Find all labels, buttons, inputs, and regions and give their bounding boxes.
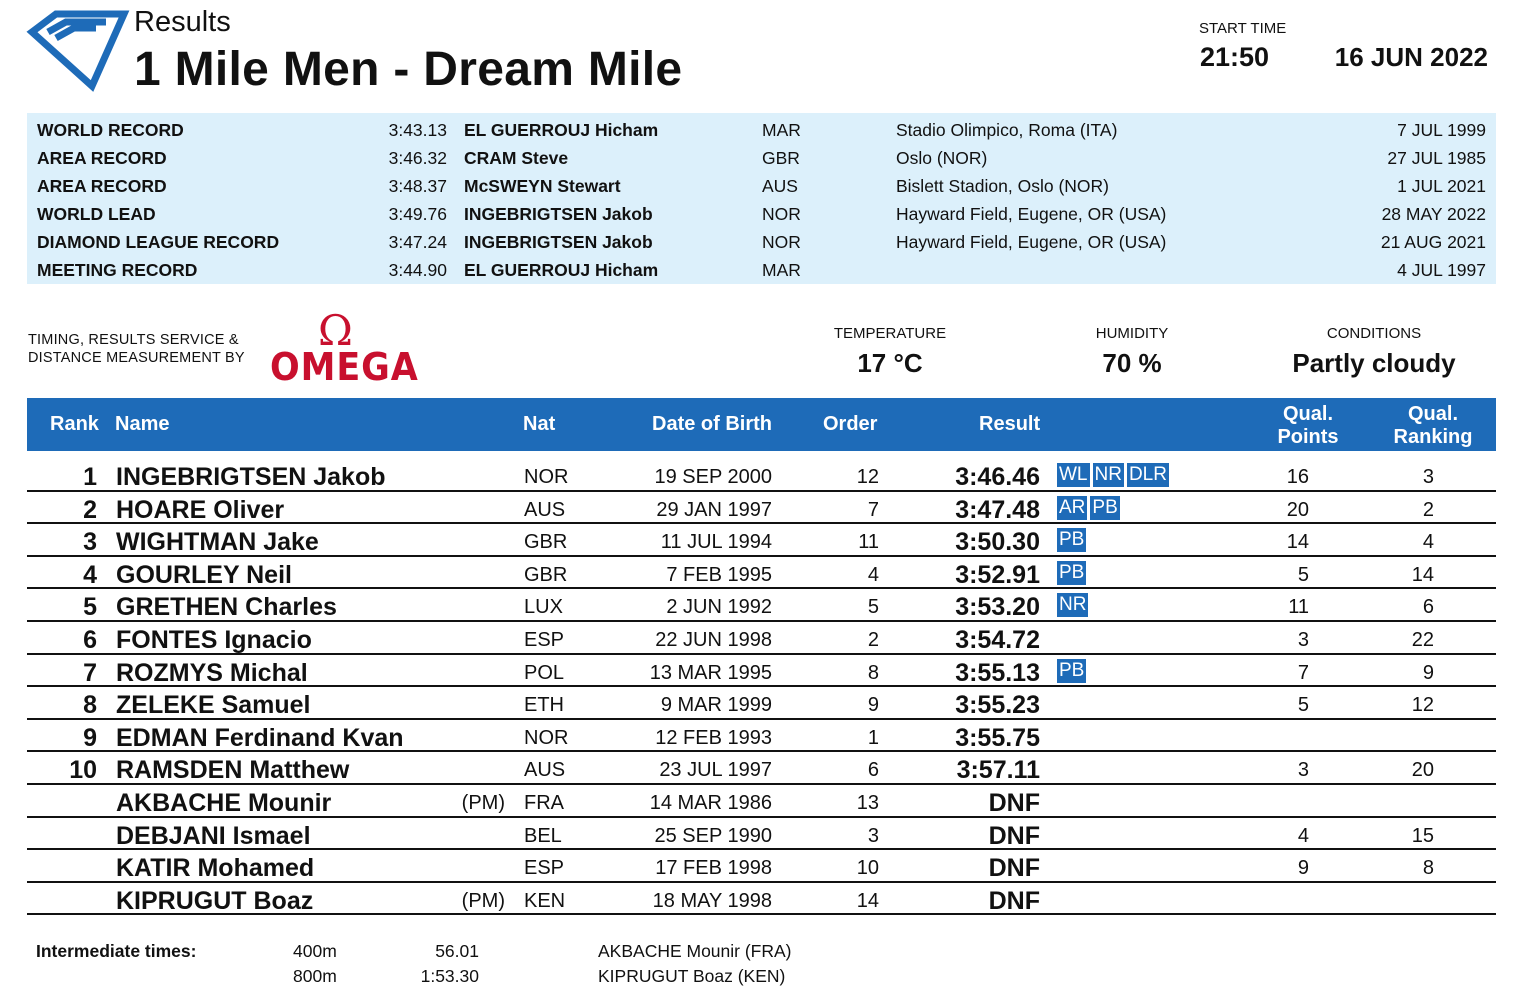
record-nat: NOR bbox=[762, 232, 801, 252]
row-rank: 8 bbox=[83, 691, 97, 720]
row-nat: ESP bbox=[524, 857, 565, 880]
row-dob: 14 MAR 1986 bbox=[649, 792, 772, 814]
row-rank: 9 bbox=[83, 723, 97, 752]
row-qual-ranking: 12 bbox=[1411, 694, 1434, 717]
record-nat: MAR bbox=[762, 260, 801, 280]
table-row bbox=[27, 459, 1496, 492]
results-label: Results bbox=[134, 6, 231, 38]
row-nat: GBR bbox=[524, 563, 568, 586]
record-date: 21 AUG 2021 bbox=[1380, 232, 1486, 252]
intermediate-row bbox=[0, 966, 1536, 991]
intermediate-times-label: Intermediate times: bbox=[36, 941, 197, 961]
row-rank: 1 bbox=[83, 463, 97, 491]
record-venue: Stadio Olimpico, Roma (ITA) bbox=[896, 120, 1118, 140]
omega-logo-icon: Ω bbox=[318, 306, 353, 355]
record-badge: NR bbox=[1094, 464, 1122, 485]
row-order: 11 bbox=[858, 531, 879, 554]
record-badge: PB bbox=[1059, 529, 1085, 551]
row-order: 7 bbox=[867, 498, 879, 521]
humidity-value: 70 % bbox=[1102, 348, 1162, 378]
record-row bbox=[27, 255, 1496, 283]
row-dob: 2 JUN 1992 bbox=[666, 596, 772, 619]
row-name: KIPRUGUT Boaz bbox=[116, 886, 314, 915]
row-dob: 29 JAN 1997 bbox=[656, 498, 772, 521]
row-result: DNF bbox=[988, 854, 1040, 883]
header-order: Order bbox=[823, 413, 878, 435]
row-name: EDMAN Ferdinand Kvan bbox=[116, 723, 404, 752]
table-row bbox=[27, 720, 1496, 753]
record-date: 7 JUL 1999 bbox=[1397, 120, 1486, 140]
event-date: 16 JUN 2022 bbox=[1334, 42, 1488, 72]
row-qual-ranking: 8 bbox=[1422, 857, 1434, 880]
row-result: DNF bbox=[988, 821, 1040, 850]
record-time: 3:44.90 bbox=[388, 260, 447, 280]
row-result: 3:54.72 bbox=[955, 626, 1040, 654]
timing-label-line1: TIMING, RESULTS SERVICE & bbox=[28, 332, 239, 348]
row-badges bbox=[1057, 528, 1089, 552]
record-holder: EL GUERROUJ Hicham bbox=[464, 260, 659, 280]
row-dob: 11 JUL 1994 bbox=[660, 531, 772, 554]
header-qual-points-line1: Qual. bbox=[1282, 403, 1333, 425]
row-dob: 18 MAY 1998 bbox=[652, 889, 772, 912]
table-row bbox=[27, 557, 1496, 590]
conditions-label: CONDITIONS bbox=[1326, 325, 1422, 342]
row-rank: 6 bbox=[83, 626, 97, 654]
row-dob: 19 SEP 2000 bbox=[654, 466, 772, 488]
row-order: 10 bbox=[856, 857, 879, 880]
row-name: FONTES Ignacio bbox=[116, 626, 312, 654]
row-qual-points: 9 bbox=[1297, 857, 1309, 880]
table-row bbox=[27, 622, 1496, 655]
row-result: 3:50.30 bbox=[955, 528, 1040, 557]
record-badge: DLR bbox=[1128, 464, 1167, 485]
start-time-label: START TIME bbox=[1199, 20, 1287, 37]
row-result: 3:53.20 bbox=[955, 593, 1040, 622]
row-order: 4 bbox=[867, 563, 879, 586]
record-badge: AR bbox=[1059, 496, 1086, 518]
row-order: 13 bbox=[856, 792, 879, 814]
table-row bbox=[27, 524, 1496, 557]
intermediate-time: 56.01 bbox=[435, 941, 479, 961]
row-qual-points: 16 bbox=[1286, 466, 1309, 488]
record-holder: EL GUERROUJ Hicham bbox=[464, 120, 659, 140]
row-badges bbox=[1057, 593, 1091, 617]
row-rank: 7 bbox=[83, 658, 97, 687]
row-name: KATIR Mohamed bbox=[116, 854, 315, 883]
record-type: DIAMOND LEAGUE RECORD bbox=[37, 232, 280, 252]
row-qual-points: 7 bbox=[1297, 661, 1309, 684]
row-qual-ranking: 14 bbox=[1411, 563, 1434, 586]
records-table bbox=[27, 113, 1496, 284]
row-rank: 4 bbox=[83, 560, 97, 589]
row-name: ROZMYS Michal bbox=[116, 658, 308, 687]
diamond-league-logo-icon bbox=[26, 8, 130, 92]
row-result: 3:55.23 bbox=[955, 691, 1040, 720]
row-badges bbox=[1057, 659, 1089, 683]
row-order: 6 bbox=[867, 759, 879, 782]
record-type: WORLD LEAD bbox=[37, 204, 156, 224]
row-nat: ESP bbox=[524, 629, 565, 651]
record-time: 3:43.13 bbox=[388, 120, 447, 140]
row-dob: 17 FEB 1998 bbox=[655, 857, 772, 880]
row-name: AKBACHE Mounir bbox=[116, 789, 332, 817]
row-rank: 5 bbox=[83, 593, 97, 622]
row-result: 3:55.75 bbox=[955, 723, 1040, 752]
row-qual-points: 5 bbox=[1297, 563, 1309, 586]
row-rank: 2 bbox=[83, 495, 97, 524]
row-pacemaker: (PM) bbox=[461, 792, 505, 814]
row-nat: LUX bbox=[524, 596, 563, 619]
row-order: 14 bbox=[856, 889, 879, 912]
header-dob: Date of Birth bbox=[652, 413, 772, 435]
intermediate-row bbox=[0, 941, 1536, 966]
conditions-value: Partly cloudy bbox=[1292, 348, 1456, 378]
table-row bbox=[27, 589, 1496, 622]
row-order: 3 bbox=[867, 824, 879, 847]
header-result: Result bbox=[979, 413, 1041, 435]
record-type: AREA RECORD bbox=[37, 148, 167, 168]
record-venue: Bislett Stadion, Oslo (NOR) bbox=[896, 176, 1109, 196]
record-time: 3:49.76 bbox=[388, 204, 447, 224]
row-rank: 3 bbox=[83, 528, 97, 557]
row-result: 3:47.48 bbox=[955, 495, 1040, 524]
start-time: 21:50 bbox=[1200, 42, 1270, 72]
record-time: 3:47.24 bbox=[388, 232, 447, 252]
temperature-label: TEMPERATURE bbox=[833, 325, 947, 342]
header-qual-ranking bbox=[1373, 403, 1493, 449]
record-type: WORLD RECORD bbox=[37, 120, 184, 140]
table-row bbox=[27, 850, 1496, 883]
intermediate-distance: 800m bbox=[293, 966, 337, 986]
row-result: 3:52.91 bbox=[955, 560, 1040, 589]
row-qual-ranking: 22 bbox=[1411, 629, 1434, 651]
row-dob: 25 SEP 1990 bbox=[654, 824, 772, 847]
header-nat: Nat bbox=[523, 413, 556, 435]
row-dob: 12 FEB 1993 bbox=[655, 726, 772, 749]
row-name: GOURLEY Neil bbox=[116, 560, 292, 589]
row-dob: 9 MAR 1999 bbox=[660, 694, 772, 717]
record-nat: NOR bbox=[762, 204, 801, 224]
row-qual-points: 3 bbox=[1297, 759, 1309, 782]
record-holder: CRAM Steve bbox=[464, 148, 569, 168]
row-result: DNF bbox=[988, 886, 1040, 915]
results-table-header bbox=[27, 398, 1496, 451]
intermediate-athlete: AKBACHE Mounir (FRA) bbox=[598, 941, 792, 961]
row-nat: NOR bbox=[524, 726, 569, 749]
record-holder: INGEBRIGTSEN Jakob bbox=[464, 232, 653, 252]
row-qual-points: 20 bbox=[1286, 498, 1309, 521]
record-venue: Hayward Field, Eugene, OR (USA) bbox=[896, 232, 1167, 252]
record-badge: PB bbox=[1059, 659, 1085, 681]
row-qual-ranking: 20 bbox=[1411, 759, 1434, 782]
header-qual-ranking-line2: Ranking bbox=[1393, 426, 1473, 448]
row-nat: KEN bbox=[524, 889, 566, 912]
record-row bbox=[27, 143, 1496, 171]
header-name: Name bbox=[115, 413, 170, 435]
row-nat: GBR bbox=[524, 531, 568, 554]
row-result: 3:46.46 bbox=[955, 463, 1040, 491]
intermediate-athlete: KIPRUGUT Boaz (KEN) bbox=[598, 966, 786, 986]
table-row bbox=[27, 687, 1496, 720]
row-result: DNF bbox=[988, 789, 1040, 817]
record-nat: AUS bbox=[762, 176, 798, 196]
record-date: 1 JUL 2021 bbox=[1397, 176, 1486, 196]
row-dob: 22 JUN 1998 bbox=[655, 629, 772, 651]
intermediate-distance: 400m bbox=[293, 941, 337, 961]
record-nat: MAR bbox=[762, 120, 801, 140]
record-date: 4 JUL 1997 bbox=[1397, 260, 1486, 280]
temperature-value: 17 °C bbox=[857, 348, 923, 378]
event-title: 1 Mile Men - Dream Mile bbox=[134, 43, 683, 96]
row-qual-points: 3 bbox=[1297, 629, 1309, 651]
row-name: DEBJANI Ismael bbox=[116, 821, 311, 850]
row-qual-ranking: 15 bbox=[1411, 824, 1434, 847]
record-row bbox=[27, 115, 1496, 143]
header-rank: Rank bbox=[50, 413, 99, 435]
row-order: 5 bbox=[867, 596, 879, 619]
record-venue: Oslo (NOR) bbox=[896, 148, 988, 168]
table-row bbox=[27, 492, 1496, 525]
header-qual-ranking-line1: Qual. bbox=[1407, 403, 1458, 425]
row-name: RAMSDEN Matthew bbox=[116, 756, 350, 785]
record-date: 28 MAY 2022 bbox=[1381, 204, 1486, 224]
row-qual-ranking: 3 bbox=[1422, 466, 1434, 488]
row-order: 9 bbox=[867, 694, 879, 717]
row-pacemaker: (PM) bbox=[461, 889, 505, 912]
record-row bbox=[27, 199, 1496, 227]
table-row bbox=[27, 883, 1496, 916]
row-name: INGEBRIGTSEN Jakob bbox=[116, 463, 386, 491]
timing-label-line2: DISTANCE MEASUREMENT BY bbox=[28, 350, 245, 366]
row-nat: FRA bbox=[524, 792, 564, 814]
record-badge: PB bbox=[1092, 496, 1118, 518]
record-time: 3:48.37 bbox=[388, 176, 447, 196]
record-time: 3:46.32 bbox=[388, 148, 447, 168]
header-qual-points-line2: Points bbox=[1277, 426, 1339, 448]
row-qual-ranking: 6 bbox=[1422, 596, 1434, 619]
row-qual-points: 4 bbox=[1297, 824, 1309, 847]
record-badge: NR bbox=[1059, 594, 1087, 616]
row-result: 3:57.11 bbox=[956, 756, 1040, 785]
table-row bbox=[27, 752, 1496, 785]
row-qual-ranking: 4 bbox=[1422, 531, 1434, 554]
row-name: HOARE Oliver bbox=[116, 495, 285, 524]
row-order: 1 bbox=[867, 726, 879, 749]
row-qual-points: 14 bbox=[1286, 531, 1309, 554]
intermediate-time: 1:53.30 bbox=[420, 966, 479, 986]
row-nat: NOR bbox=[524, 466, 569, 488]
record-row bbox=[27, 227, 1496, 255]
row-nat: BEL bbox=[524, 824, 562, 847]
row-badges bbox=[1057, 496, 1123, 520]
row-rank: 10 bbox=[69, 756, 97, 785]
row-nat: AUS bbox=[524, 759, 566, 782]
humidity-label: HUMIDITY bbox=[1095, 325, 1169, 342]
row-badges bbox=[1057, 561, 1089, 585]
row-qual-ranking: 9 bbox=[1422, 661, 1434, 684]
row-badges bbox=[1057, 463, 1172, 487]
row-nat: POL bbox=[524, 661, 565, 684]
record-type: MEETING RECORD bbox=[37, 260, 198, 280]
row-name: GRETHEN Charles bbox=[116, 593, 337, 622]
row-nat: AUS bbox=[524, 498, 566, 521]
row-name: ZELEKE Samuel bbox=[116, 691, 311, 720]
record-badge: WL bbox=[1059, 464, 1088, 485]
record-date: 27 JUL 1985 bbox=[1387, 148, 1486, 168]
table-row bbox=[27, 655, 1496, 688]
record-nat: GBR bbox=[762, 148, 800, 168]
row-order: 2 bbox=[867, 629, 879, 651]
table-row bbox=[27, 785, 1496, 818]
row-order: 8 bbox=[867, 661, 879, 684]
record-type: AREA RECORD bbox=[37, 176, 167, 196]
timing-label bbox=[28, 331, 245, 367]
record-row bbox=[27, 171, 1496, 199]
record-holder: INGEBRIGTSEN Jakob bbox=[464, 204, 653, 224]
row-qual-points: 5 bbox=[1297, 694, 1309, 717]
row-nat: ETH bbox=[524, 694, 564, 717]
record-badge: PB bbox=[1059, 561, 1085, 583]
row-order: 12 bbox=[856, 466, 879, 488]
row-qual-points: 11 bbox=[1288, 596, 1309, 619]
row-qual-ranking: 2 bbox=[1422, 498, 1434, 521]
row-dob: 13 MAR 1995 bbox=[649, 661, 772, 684]
row-result: 3:55.13 bbox=[955, 658, 1040, 687]
record-holder: McSWEYN Stewart bbox=[464, 176, 621, 196]
row-dob: 7 FEB 1995 bbox=[666, 563, 772, 586]
omega-wordmark: OMEGA bbox=[270, 345, 419, 389]
row-name: WIGHTMAN Jake bbox=[116, 528, 319, 557]
record-venue: Hayward Field, Eugene, OR (USA) bbox=[896, 204, 1167, 224]
header-qual-points bbox=[1248, 403, 1368, 449]
table-row bbox=[27, 818, 1496, 851]
row-dob: 23 JUL 1997 bbox=[659, 759, 772, 782]
